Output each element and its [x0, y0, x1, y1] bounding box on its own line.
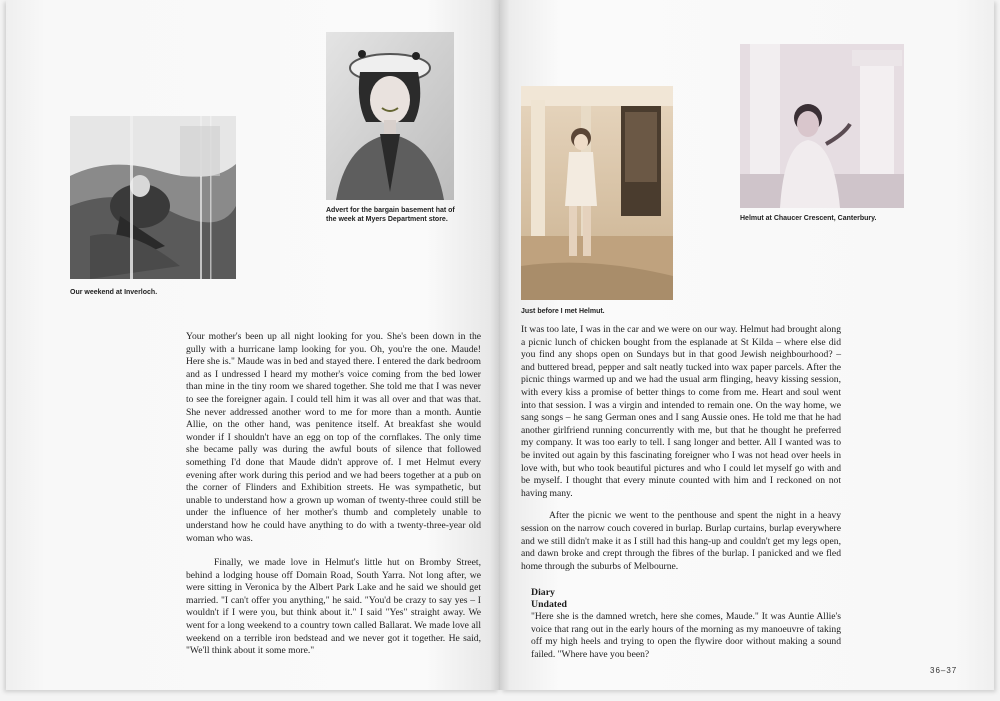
right-paragraph: After the picnic we went to the penthouse and spent the night in a heavy session on the narrow couch covered in burlap. Burlap curtains, burlap everywhere and we still didn't make it as I still had this hang-up and couldn't get my legs open, and dawn broke and crept through the fibres of the burlap. I panicked and we fled home through the suburbs of Melbourne.	[521, 510, 841, 572]
chaucer-caption: Helmut at Chaucer Crescent, Canterbury.	[740, 215, 877, 222]
left-paragraph: Finally, we made love in Helmut's little hut on Bromby Street, behind a lodging house off Domain Road, South Yarra. Not long after, we were sitting in Veronica by the Albert Park Lake and he said we should get married. "I can't offer you anything," he said. "You'd be crazy to say yes – I wouldn't if I were you, but think about it." I said "Yes" straight away. We went for a long weekend to a country town called Ballarat. We made love all weekend on a terrible iron bedstead and we never got it together. He said, "We'll think about it some more."	[186, 557, 481, 657]
inverloch-caption: Our weekend at Inverloch.	[70, 289, 158, 296]
advert-caption: Advert for the bargain basement hat of the week at Myers Department store.	[326, 207, 455, 223]
before-helmut-caption: Just before I met Helmut.	[521, 308, 605, 315]
diary-heading: Diary	[531, 587, 555, 599]
right-paragraph: It was too late, I was in the car and we were on our way. Helmut had brought along a picnic lunch of chicken bought from the esplanade at St Kilda – where else did you find any shops open on Sundays but in that good Jewish neighbourhood? – and buttered bread, pepper and salt neatly tucked into wax paper parcels. After the picnic things warmed up and we had the usual arm flinging, heavy kissing session, with every kiss a promise of better things to come from me. Heart and soul went into that session. I was a virgin and intended to remain one. On the way home, we sang songs – he sang German ones and I sang Aussie ones. He told me that he had another girlfriend running concurrently with me, but that he thought he preferred my company. It was too early to tell. I sang longer and better. All I wanted was to be invited out again by this fascinating foreigner who I was not head over heels in love with, but who took beautiful pictures and who I could let myself go with and be myself. I thought that every minute counted with him and I reckoned on not having many.	[521, 324, 841, 499]
right-body-text	[521, 324, 841, 662]
chaucer-crescent-photo	[740, 44, 904, 208]
left-page	[6, 0, 500, 690]
diary-text: "Here she is the damned wretch, here she comes, Maude." It was Auntie Allie's voice that rang out in the early hours of the morning as my manoeuvre of taking off my high heels and trying to open the flywire door without making a sound failed. "Where have you been?	[531, 611, 841, 661]
diary-entry	[531, 587, 841, 611]
page-numbers: 36–37	[930, 666, 958, 675]
left-paragraph: Your mother's been up all night looking for you. She's been down in the gully with a hurricane lamp looking for you. Oh, you're the one. Maude! Here she is." Maude was in bed and stayed there. I entered the dark bedroom and as I undressed I heard my mother's voice coming from the bed lower than mine in the tiny room we shared together. She told me that I was never to see the foreigner again. I could tell him it was all over and that was that. She never addressed another word to me for more than a month. Auntie Allie, on the other hand, was penitence itself. At breakfast she would wonder if I shouldn't have an egg on top of the cornflakes. The only time she became pally was during the awful bouts of silence that followed something I'd done that Maude didn't approve of. I met Helmut every evening after work during this period and we had beers together at a pub on the corner of Flinders and Exhibition streets. He was sympathetic, but unable to understand how a grown up woman of twenty-three could still be under the influence of her mother's thumb and completely unable to understand how he could have anything to do with a twenty-three-year old woman who was.	[186, 331, 481, 544]
diary-subheading: Undated	[531, 599, 567, 611]
right-page	[500, 0, 994, 690]
left-body-text	[186, 331, 481, 658]
before-helmut-photo	[521, 86, 673, 300]
advert-hat-photo	[326, 32, 454, 200]
inverloch-photo	[70, 116, 236, 279]
